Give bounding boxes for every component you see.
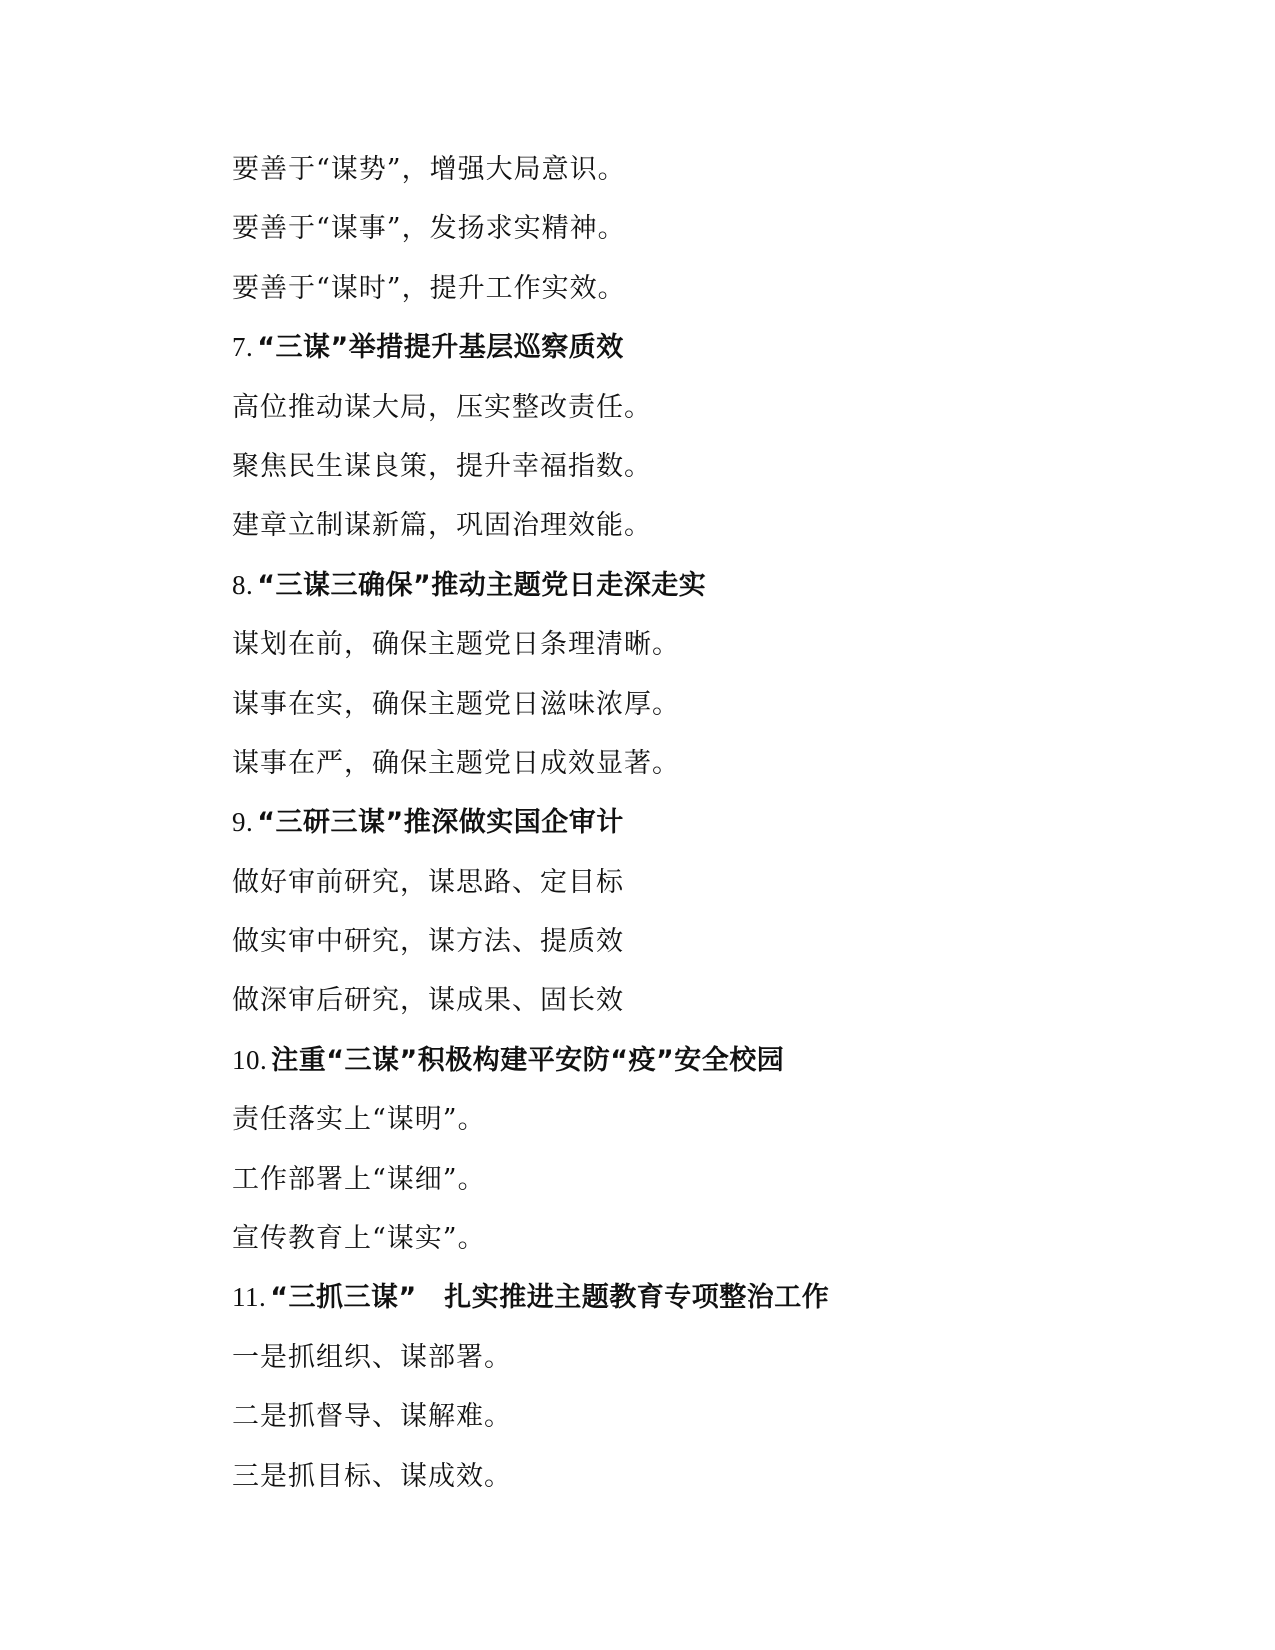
- section-title: 注重“三谋”积极构建平安防“疫”安全校园: [271, 1044, 785, 1076]
- section-heading-7: [232, 318, 1132, 377]
- list-item: 要善于“谋事”，发扬求实精神。: [232, 213, 626, 245]
- document-body: [232, 140, 1132, 1506]
- list-item: 高位推动谋大局，压实整改责任。: [232, 391, 652, 423]
- section-number: 10.: [232, 1044, 268, 1075]
- section-heading-8: [232, 556, 1132, 615]
- section-heading-11: [232, 1268, 1132, 1327]
- list-item: 二是抓督导、谋解难。: [232, 1401, 512, 1433]
- section-heading-10: [232, 1031, 1132, 1090]
- section-number: 11.: [232, 1282, 267, 1313]
- list-item: 聚焦民生谋良策，提升幸福指数。: [232, 450, 652, 482]
- list-item: 要善于“谋势”，增强大局意识。: [232, 154, 626, 185]
- section-number: 7.: [232, 332, 254, 363]
- list-item: 要善于“谋时”，提升工作实效。: [232, 272, 626, 304]
- section-number: 9.: [232, 807, 254, 838]
- list-item: 做实审中研究，谋方法、提质效: [232, 926, 624, 958]
- section-title: “三谋三确保”推动主题党日走深走实: [257, 569, 707, 601]
- section-title: “三研三谋”推深做实国企审计: [257, 807, 624, 839]
- section-title: “三谋”举措提升基层巡察质效: [257, 332, 624, 364]
- list-item: 三是抓目标、谋成效。: [232, 1460, 512, 1492]
- section-number: 8.: [232, 569, 254, 600]
- list-item: 宣传教育上“谋实”。: [232, 1223, 486, 1255]
- list-item: 工作部署上“谋细”。: [232, 1163, 486, 1195]
- list-item: 谋事在实，确保主题党日滋味浓厚。: [232, 688, 680, 720]
- list-item: 谋事在严，确保主题党日成效显著。: [232, 747, 680, 779]
- list-item: 责任落实上“谋明”。: [232, 1104, 486, 1136]
- section-heading-9: [232, 793, 1132, 852]
- list-item: 建章立制谋新篇，巩固治理效能。: [232, 510, 652, 542]
- list-item: 做好审前研究，谋思路、定目标: [232, 866, 624, 898]
- list-item: 一是抓组织、谋部署。: [232, 1341, 512, 1373]
- section-title: “三抓三谋” 扎实推进主题教育专项整治工作: [270, 1282, 830, 1314]
- list-item: 谋划在前，确保主题党日条理清晰。: [232, 629, 680, 661]
- list-item: 做深审后研究，谋成果、固长效: [232, 985, 624, 1017]
